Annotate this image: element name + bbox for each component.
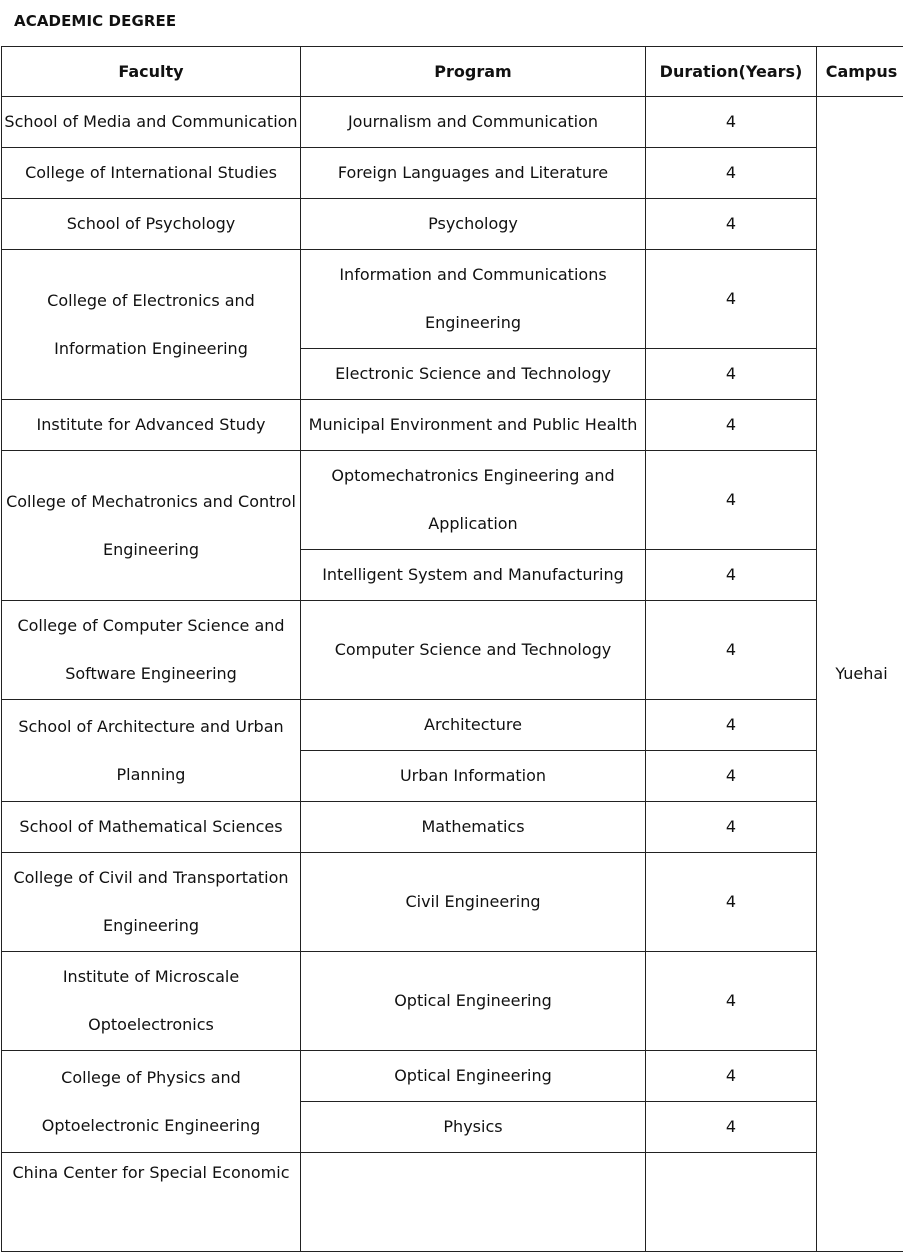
program-header: Program bbox=[301, 47, 646, 97]
page-heading: ACADEMIC DEGREE bbox=[14, 12, 176, 30]
faculty-header: Faculty bbox=[2, 47, 301, 97]
faculty-cell: College of Electronics and Information Engineering bbox=[2, 250, 301, 400]
duration-cell: 4 bbox=[646, 601, 817, 700]
faculty-cell: College of International Studies bbox=[2, 148, 301, 199]
campus-cell: Yuehai bbox=[817, 97, 903, 1252]
program-cell: Mathematics bbox=[301, 802, 646, 853]
program-cell: Information and Communications Engineering bbox=[301, 250, 646, 349]
duration-cell: 4 bbox=[646, 148, 817, 199]
table-row bbox=[2, 199, 903, 250]
table-row bbox=[2, 1153, 903, 1252]
program-cell: Foreign Languages and Literature bbox=[301, 148, 646, 199]
program-cell: Optomechatronics Engineering and Application bbox=[301, 451, 646, 550]
duration-cell: 4 bbox=[646, 349, 817, 400]
program-cell: Journalism and Communication bbox=[301, 97, 646, 148]
table-row bbox=[2, 148, 903, 199]
faculty-cell: College of Physics and Optoelectronic Engineering bbox=[2, 1051, 301, 1153]
faculty-cell: Institute for Advanced Study bbox=[2, 400, 301, 451]
table-row bbox=[2, 97, 903, 148]
header-row bbox=[2, 47, 903, 97]
duration-cell: 4 bbox=[646, 550, 817, 601]
table-row bbox=[2, 1051, 903, 1102]
program-cell: Architecture bbox=[301, 700, 646, 751]
table-row bbox=[2, 802, 903, 853]
program-cell: Physics bbox=[301, 1102, 646, 1153]
table-row bbox=[2, 700, 903, 751]
table-row bbox=[2, 250, 903, 349]
program-cell: Urban Information bbox=[301, 751, 646, 802]
program-cell: Civil Engineering bbox=[301, 853, 646, 952]
program-cell: Intelligent System and Manufacturing bbox=[301, 550, 646, 601]
faculty-cell: Institute of Microscale Optoelectronics bbox=[2, 952, 301, 1051]
faculty-cell: College of Computer Science and Software Engineering bbox=[2, 601, 301, 700]
table-row bbox=[2, 451, 903, 550]
duration-cell: 4 bbox=[646, 1102, 817, 1153]
faculty-cell: School of Media and Communication bbox=[2, 97, 301, 148]
duration-header: Duration(Years) bbox=[646, 47, 817, 97]
program-cell: Psychology bbox=[301, 199, 646, 250]
duration-cell: 4 bbox=[646, 1051, 817, 1102]
duration-cell: 4 bbox=[646, 802, 817, 853]
duration-cell: 4 bbox=[646, 250, 817, 349]
campus-header: Campus bbox=[817, 47, 903, 97]
table-row bbox=[2, 853, 903, 952]
faculty-cell: China Center for Special Economic bbox=[2, 1153, 301, 1252]
program-cell: Optical Engineering bbox=[301, 952, 646, 1051]
duration-cell: 4 bbox=[646, 97, 817, 148]
program-cell: Computer Science and Technology bbox=[301, 601, 646, 700]
table-row bbox=[2, 952, 903, 1051]
faculty-cell: College of Mechatronics and Control Engineering bbox=[2, 451, 301, 601]
duration-cell: 4 bbox=[646, 952, 817, 1051]
duration-cell: 4 bbox=[646, 400, 817, 451]
faculty-cell: School of Mathematical Sciences bbox=[2, 802, 301, 853]
table-row bbox=[2, 400, 903, 451]
duration-cell: 4 bbox=[646, 751, 817, 802]
duration-cell: 4 bbox=[646, 451, 817, 550]
faculty-cell: School of Psychology bbox=[2, 199, 301, 250]
faculty-cell: College of Civil and Transportation Engineering bbox=[2, 853, 301, 952]
faculty-cell: School of Architecture and Urban Planning bbox=[2, 700, 301, 802]
program-cell: Electronic Science and Technology bbox=[301, 349, 646, 400]
program-cell: Municipal Environment and Public Health bbox=[301, 400, 646, 451]
program-cell: Optical Engineering bbox=[301, 1051, 646, 1102]
duration-cell: 4 bbox=[646, 199, 817, 250]
table-row bbox=[2, 601, 903, 700]
degree-table bbox=[1, 46, 903, 1252]
program-cell bbox=[301, 1153, 646, 1252]
duration-cell bbox=[646, 1153, 817, 1252]
duration-cell: 4 bbox=[646, 853, 817, 952]
duration-cell: 4 bbox=[646, 700, 817, 751]
